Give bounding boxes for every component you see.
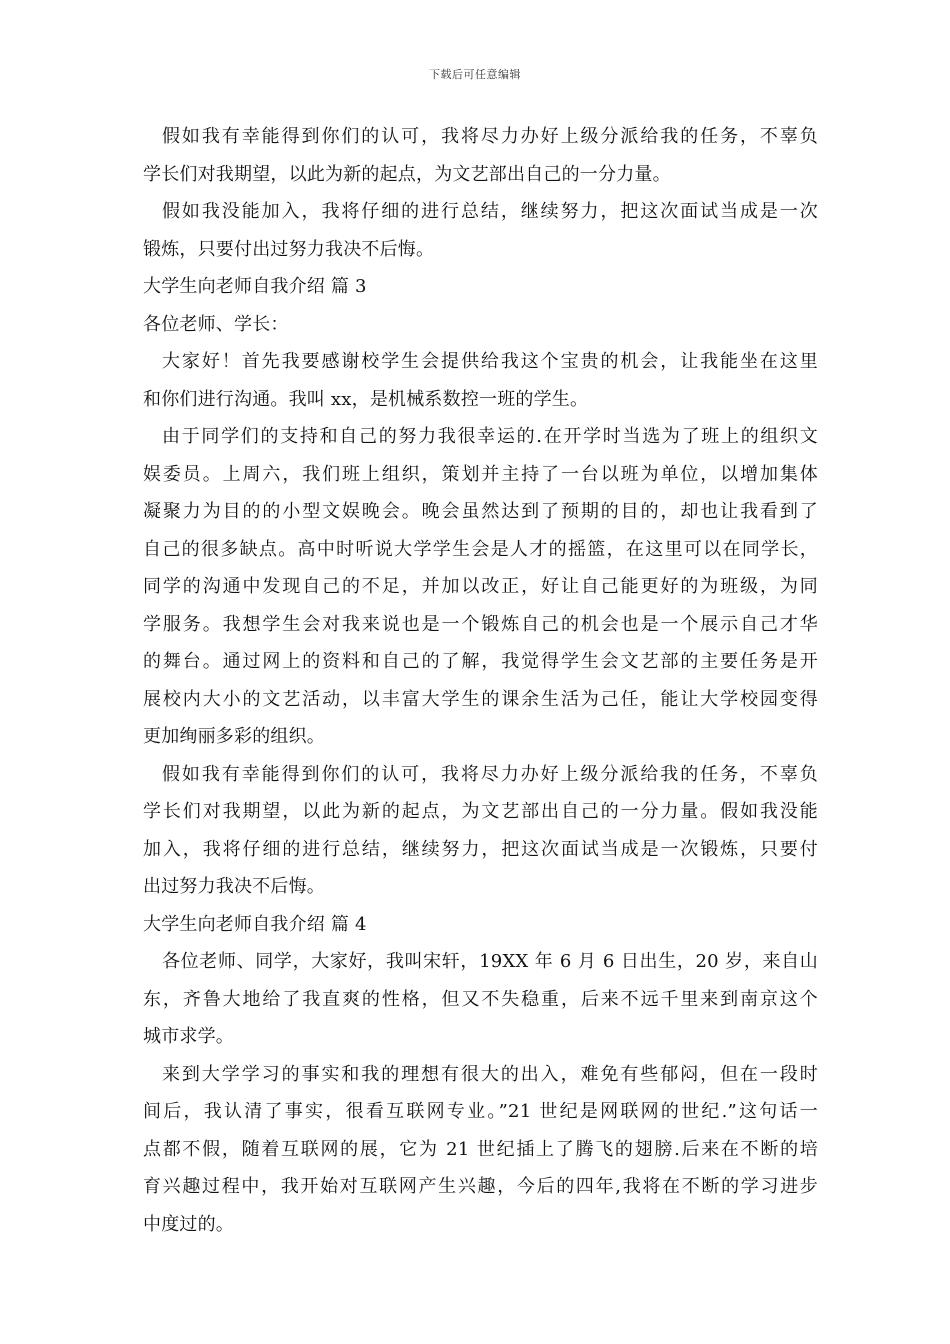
text-line: 东，齐鲁大地给了我直爽的性格，但又不失稳重，后来不远千里来到南京这个 bbox=[143, 988, 818, 1010]
text-line: 大学生向老师自我介绍 篇 3 bbox=[143, 276, 367, 297]
text-line: 点都不假，随着互联网的展，它为 21 世纪插上了腾飞的翅膀.后来在不断的培 bbox=[143, 1138, 818, 1160]
text-line: 各位老师、学长： bbox=[143, 313, 289, 335]
text-line: 假如我没能加入，我将仔细的进行总结，继续努力，把这次面试当成是一次 bbox=[162, 201, 818, 222]
text-line: 出过努力我决不后悔。 bbox=[143, 876, 325, 897]
text-line: 自己的很多缺点。高中时听说大学学生会是人才的摇篮，在这里可以在同学长， bbox=[143, 538, 818, 560]
text-line: 展校内大小的文艺活动，以丰富大学生的课余生活为己任，能让大学校园变得 bbox=[143, 688, 818, 710]
text-line: 加入，我将仔细的进行总结，继续努力，把这次面试当成是一次锻炼，只要付 bbox=[143, 838, 818, 860]
text-line: 学服务。我想学生会对我来说也是一个锻炼自己的机会也是一个展示自己才华 bbox=[143, 613, 818, 635]
text-line: 育兴趣过程中，我开始对互联网产生兴趣，今后的四年,我将在不断的学习进步 bbox=[143, 1176, 818, 1197]
text-line: 更加绚丽多彩的组织。 bbox=[143, 726, 325, 747]
text-line: 学长们对我期望，以此为新的起点，为文艺部出自己的一分力量。假如我没能 bbox=[143, 801, 818, 822]
text-line: 各位老师、同学，大家好，我叫宋轩，19XX 年 6 月 6 日出生，20 岁，来自山 bbox=[162, 951, 818, 972]
document-body bbox=[143, 118, 818, 1243]
text-line: 中度过的。 bbox=[143, 1213, 234, 1235]
text-line: 大学生向老师自我介绍 篇 4 bbox=[143, 913, 367, 935]
text-line: 学长们对我期望，以此为新的起点，为文艺部出自己的一分力量。 bbox=[143, 163, 671, 185]
text-line: 同学的沟通中发现自己的不足，并加以改正，好让自己能更好的为班级，为同 bbox=[143, 576, 818, 597]
text-line: 锻炼，只要付出过努力我决不后悔。 bbox=[143, 238, 435, 260]
text-line: 假如我有幸能得到你们的认可，我将尽力办好上级分派给我的任务，不辜负 bbox=[162, 763, 818, 785]
text-line: 来到大学学习的事实和我的理想有很大的出入，难免有些郁闷，但在一段时 bbox=[162, 1063, 818, 1085]
text-line: 由于同学们的支持和自己的努力我很幸运的.在开学时当选为了班上的组织文 bbox=[162, 426, 818, 447]
text-line: 城市求学。 bbox=[143, 1026, 234, 1047]
text-line: 凝聚力为目的的小型文娱晚会。晚会虽然达到了预期的目的，却也让我看到了 bbox=[143, 501, 818, 522]
text-line: 娱委员。上周六，我们班上组织，策划并主持了一台以班为单位，以增加集体 bbox=[143, 463, 818, 485]
text-line: 间后，我认清了事实，很看互联网专业。”21 世纪是网联网的世纪.”这句话一 bbox=[143, 1101, 818, 1122]
text-line: 大家好！首先我要感谢校学生会提供给我这个宝贵的机会，让我能坐在这里 bbox=[162, 351, 818, 372]
page-header: 下载后可任意编辑 bbox=[429, 68, 521, 81]
text-line: 的舞台。通过网上的资料和自己的了解，我觉得学生会文艺部的主要任务是开 bbox=[143, 651, 818, 672]
text-line: 假如我有幸能得到你们的认可，我将尽力办好上级分派给我的任务，不辜负 bbox=[162, 126, 818, 147]
text-line: 和你们进行沟通。我叫 xx，是机械系数控一班的学生。 bbox=[143, 388, 589, 410]
